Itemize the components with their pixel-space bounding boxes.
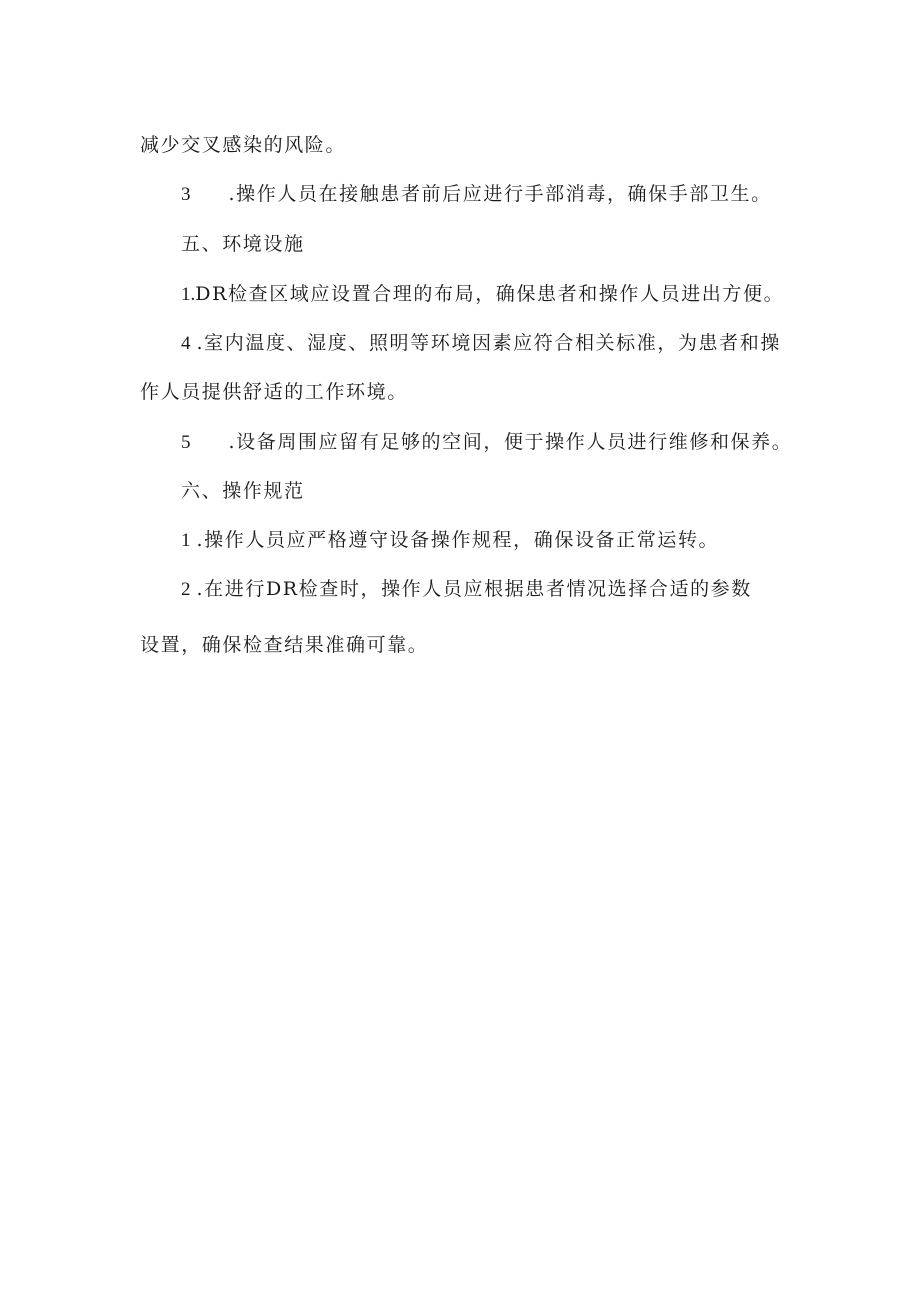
list-number: 2 xyxy=(181,579,191,600)
paragraph-line xyxy=(140,380,408,404)
line-text: .设备周围应留有足够的空间，便于操作人员进行维修和保养。 xyxy=(228,431,793,453)
line-text: 设置，确保检查结果准确可靠。 xyxy=(140,634,429,656)
line-text: .操作人员应严格遵守设备操作规程，确保设备正常运转。 xyxy=(196,529,720,551)
line-text: DR检查区域应设置合理的布局，确保患者和操作人员进出方便。 xyxy=(195,283,785,305)
section-heading-environment xyxy=(181,232,305,256)
list-number: 4 xyxy=(181,333,191,354)
list-item-4-environment xyxy=(181,331,781,356)
list-item-1-layout xyxy=(181,282,784,307)
heading-text: 六、操作规范 xyxy=(181,480,305,502)
heading-text: 五、环境设施 xyxy=(181,233,305,255)
line-text: 作人员提供舒适的工作环境。 xyxy=(140,381,408,403)
list-item-5-space xyxy=(181,430,792,455)
line-text: .室内温度、湿度、照明等环境因素应符合相关标准，为患者和操 xyxy=(196,332,781,354)
list-number: 3 xyxy=(181,184,191,205)
line-text: .操作人员在接触患者前后应进行手部消毒，确保手部卫生。 xyxy=(228,183,772,205)
list-item-2-parameters xyxy=(181,577,752,602)
paragraph-line xyxy=(140,633,428,657)
list-number: 1 xyxy=(181,530,191,551)
list-item-3-hygiene xyxy=(181,182,772,207)
paragraph-line xyxy=(140,133,346,157)
section-heading-operation xyxy=(181,479,305,503)
line-text: .在进行DR检查时，操作人员应根据患者情况选择合适的参数 xyxy=(196,578,752,600)
list-number: 5 xyxy=(181,432,191,453)
list-item-1-procedure xyxy=(181,528,719,553)
line-text: 减少交叉感染的风险。 xyxy=(140,134,347,156)
list-number: 1. xyxy=(181,284,196,305)
